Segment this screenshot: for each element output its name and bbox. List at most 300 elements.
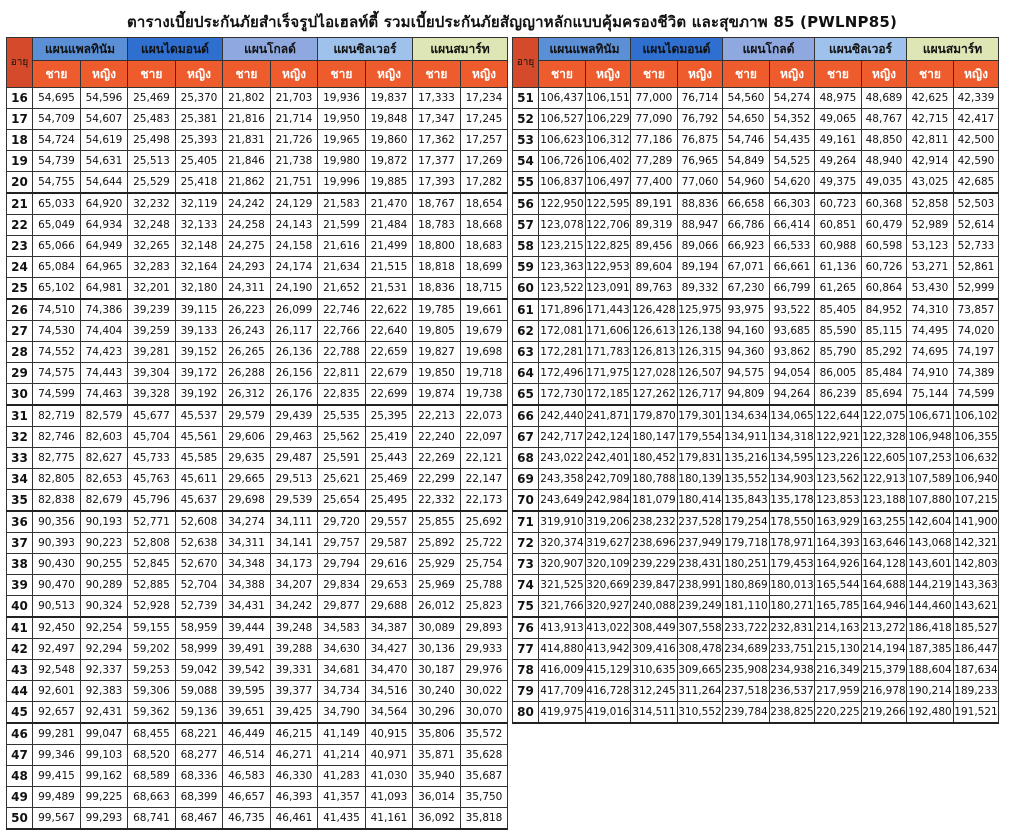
premium-cell: 30,089 (413, 617, 461, 639)
premium-cell: 123,562 (815, 469, 862, 490)
premium-cell: 239,847 (631, 575, 678, 596)
premium-cell: 54,755 (33, 172, 81, 194)
premium-cell: 34,387 (366, 617, 413, 639)
age-cell: 65 (513, 384, 539, 406)
premium-cell: 59,253 (128, 660, 176, 681)
premium-cell: 32,133 (176, 215, 223, 236)
premium-cell: 45,677 (128, 405, 176, 427)
premium-cell: 308,449 (631, 617, 678, 639)
premium-cell: 234,689 (723, 639, 770, 660)
premium-cell: 52,503 (954, 193, 999, 215)
premium-cell: 60,598 (862, 236, 907, 257)
age-cell: 76 (513, 617, 539, 639)
table-row (7, 745, 508, 766)
premium-cell: 26,265 (223, 342, 271, 363)
premium-cell: 164,926 (815, 554, 862, 575)
age-cell: 26 (7, 299, 33, 321)
premium-cell: 25,969 (413, 575, 461, 596)
premium-cell: 25,370 (176, 88, 223, 109)
premium-cell: 29,757 (318, 533, 366, 554)
premium-cell: 233,751 (770, 639, 815, 660)
premium-cell: 215,130 (815, 639, 862, 660)
premium-cell: 19,850 (413, 363, 461, 384)
premium-cell: 214,194 (862, 639, 907, 660)
premium-cell: 21,599 (318, 215, 366, 236)
premium-cell: 94,575 (723, 363, 770, 384)
premium-cell: 93,522 (770, 299, 815, 321)
premium-cell: 106,726 (539, 151, 586, 172)
premium-cell: 319,206 (586, 511, 631, 533)
premium-cell: 32,119 (176, 193, 223, 215)
premium-cell: 90,324 (81, 596, 128, 618)
premium-cell: 123,188 (862, 490, 907, 512)
premium-cell: 59,362 (128, 702, 176, 724)
premium-cell: 106,623 (539, 130, 586, 151)
premium-cell: 54,709 (33, 109, 81, 130)
premium-cell: 68,455 (128, 723, 176, 745)
premium-cell: 144,219 (907, 575, 954, 596)
premium-cell: 42,500 (954, 130, 999, 151)
premium-cell: 24,158 (271, 236, 318, 257)
female-header: หญิง (770, 61, 815, 88)
premium-cell: 419,975 (539, 702, 586, 724)
premium-cell: 180,788 (631, 469, 678, 490)
premium-cell: 125,975 (678, 299, 723, 321)
premium-cell: 126,138 (678, 321, 723, 342)
premium-cell: 171,443 (586, 299, 631, 321)
female-header: หญิง (862, 61, 907, 88)
male-header: ชาย (413, 61, 461, 88)
age-cell: 63 (513, 342, 539, 363)
premium-cell: 35,940 (413, 766, 461, 787)
premium-cell: 21,726 (271, 130, 318, 151)
age-cell: 27 (7, 321, 33, 342)
premium-cell: 76,965 (678, 151, 723, 172)
premium-cell: 46,393 (271, 787, 318, 808)
premium-cell: 238,431 (678, 554, 723, 575)
premium-cell: 52,928 (128, 596, 176, 618)
premium-cell: 89,763 (631, 278, 678, 300)
premium-cell: 29,688 (366, 596, 413, 618)
premium-cell: 32,148 (176, 236, 223, 257)
table-row (513, 384, 999, 406)
premium-cell: 19,805 (413, 321, 461, 342)
premium-cell: 46,330 (271, 766, 318, 787)
premium-cell: 45,796 (128, 490, 176, 512)
table-row (513, 236, 999, 257)
premium-cell: 39,248 (271, 617, 318, 639)
premium-cell: 25,419 (366, 427, 413, 448)
plan-header-platinum: แผนแพลทินัม (539, 38, 631, 61)
premium-cell: 89,456 (631, 236, 678, 257)
age-header: อายุ (7, 38, 33, 88)
premium-cell: 64,920 (81, 193, 128, 215)
premium-cell: 94,160 (723, 321, 770, 342)
premium-cell: 213,272 (862, 617, 907, 639)
table-row (513, 257, 999, 278)
premium-cell: 29,665 (223, 469, 271, 490)
age-cell: 47 (7, 745, 33, 766)
premium-cell: 74,443 (81, 363, 128, 384)
premium-cell: 18,699 (461, 257, 508, 278)
premium-cell: 19,679 (461, 321, 508, 342)
premium-cell: 126,717 (678, 384, 723, 406)
premium-cell: 30,187 (413, 660, 461, 681)
male-header: ชาย (723, 61, 770, 88)
premium-cell: 49,035 (862, 172, 907, 194)
age-cell: 68 (513, 448, 539, 469)
premium-cell: 30,022 (461, 681, 508, 702)
age-cell: 21 (7, 193, 33, 215)
table-row (513, 575, 999, 596)
age-cell: 49 (7, 787, 33, 808)
premium-cell: 416,728 (586, 681, 631, 702)
age-cell: 50 (7, 808, 33, 830)
premium-cell: 68,277 (176, 745, 223, 766)
premium-cell: 25,469 (128, 88, 176, 109)
age-cell: 66 (513, 405, 539, 427)
premium-cell: 85,115 (862, 321, 907, 342)
premium-cell: 74,404 (81, 321, 128, 342)
table-row (7, 278, 508, 300)
premium-cell: 238,825 (770, 702, 815, 724)
premium-cell: 29,653 (366, 575, 413, 596)
table-row (7, 554, 508, 575)
premium-cell: 21,862 (223, 172, 271, 194)
premium-cell: 74,695 (907, 342, 954, 363)
premium-cell: 165,785 (815, 596, 862, 618)
premium-cell: 18,668 (461, 215, 508, 236)
premium-cell: 22,640 (366, 321, 413, 342)
premium-cell: 171,975 (586, 363, 631, 384)
premium-cell: 82,838 (33, 490, 81, 512)
premium-cell: 74,552 (33, 342, 81, 363)
table-row (513, 427, 999, 448)
premium-cell: 32,283 (128, 257, 176, 278)
premium-cell: 39,115 (176, 299, 223, 321)
premium-cell: 164,128 (862, 554, 907, 575)
premium-cell: 21,751 (271, 172, 318, 194)
premium-table-right (512, 37, 999, 724)
premium-cell: 126,813 (631, 342, 678, 363)
age-cell: 70 (513, 490, 539, 512)
premium-cell: 415,129 (586, 660, 631, 681)
premium-cell: 65,033 (33, 193, 81, 215)
age-cell: 72 (513, 533, 539, 554)
premium-cell: 106,229 (586, 109, 631, 130)
premium-cell: 107,215 (954, 490, 999, 512)
premium-cell: 52,885 (128, 575, 176, 596)
age-cell: 34 (7, 469, 33, 490)
premium-cell: 164,688 (862, 575, 907, 596)
premium-cell: 66,414 (770, 215, 815, 236)
premium-cell: 85,405 (815, 299, 862, 321)
premium-cell: 29,463 (271, 427, 318, 448)
premium-cell: 74,599 (954, 384, 999, 406)
premium-cell: 77,060 (678, 172, 723, 194)
premium-cell: 60,368 (862, 193, 907, 215)
premium-cell: 39,595 (223, 681, 271, 702)
age-cell: 41 (7, 617, 33, 639)
table-row (513, 448, 999, 469)
premium-cell: 135,178 (770, 490, 815, 512)
premium-cell: 85,292 (862, 342, 907, 363)
premium-cell: 66,533 (770, 236, 815, 257)
table-row (513, 278, 999, 300)
premium-cell: 85,694 (862, 384, 907, 406)
premium-cell: 122,950 (539, 193, 586, 215)
premium-cell: 126,428 (631, 299, 678, 321)
premium-cell: 171,896 (539, 299, 586, 321)
premium-cell: 41,030 (366, 766, 413, 787)
premium-cell: 172,496 (539, 363, 586, 384)
premium-cell: 25,754 (461, 554, 508, 575)
table-row (7, 469, 508, 490)
premium-cell: 25,535 (318, 405, 366, 427)
premium-cell: 52,808 (128, 533, 176, 554)
premium-cell: 135,843 (723, 490, 770, 512)
premium-cell: 172,185 (586, 384, 631, 406)
age-cell: 58 (513, 236, 539, 257)
premium-cell: 134,634 (723, 405, 770, 427)
premium-cell: 64,981 (81, 278, 128, 300)
premium-cell: 144,460 (907, 596, 954, 618)
premium-cell: 18,654 (461, 193, 508, 215)
premium-cell: 30,296 (413, 702, 461, 724)
age-cell: 46 (7, 723, 33, 745)
table-row (7, 448, 508, 469)
table-row (7, 257, 508, 278)
premium-cell: 122,706 (586, 215, 631, 236)
premium-cell: 41,357 (318, 787, 366, 808)
premium-cell: 26,176 (271, 384, 318, 406)
premium-cell: 234,938 (770, 660, 815, 681)
age-cell: 69 (513, 469, 539, 490)
premium-cell: 42,590 (954, 151, 999, 172)
table-row (7, 533, 508, 554)
premium-cell: 54,960 (723, 172, 770, 194)
premium-cell: 30,240 (413, 681, 461, 702)
table-row (7, 109, 508, 130)
age-cell: 62 (513, 321, 539, 342)
premium-cell: 171,606 (586, 321, 631, 342)
premium-cell: 22,699 (366, 384, 413, 406)
premium-cell: 54,695 (33, 88, 81, 109)
premium-cell: 99,281 (33, 723, 81, 745)
premium-cell: 215,379 (862, 660, 907, 681)
premium-cell: 30,070 (461, 702, 508, 724)
premium-cell: 82,653 (81, 469, 128, 490)
premium-cell: 74,310 (907, 299, 954, 321)
premium-cell: 34,207 (271, 575, 318, 596)
premium-cell: 413,942 (586, 639, 631, 660)
age-cell: 29 (7, 363, 33, 384)
premium-cell: 52,845 (128, 554, 176, 575)
premium-cell: 58,999 (176, 639, 223, 660)
premium-cell: 22,622 (366, 299, 413, 321)
premium-cell: 219,266 (862, 702, 907, 724)
premium-cell: 106,312 (586, 130, 631, 151)
premium-cell: 67,230 (723, 278, 770, 300)
premium-cell: 35,687 (461, 766, 508, 787)
premium-cell: 82,603 (81, 427, 128, 448)
male-header: ชาย (631, 61, 678, 88)
premium-cell: 179,254 (723, 511, 770, 533)
premium-cell: 39,281 (128, 342, 176, 363)
age-cell: 78 (513, 660, 539, 681)
premium-cell: 238,696 (631, 533, 678, 554)
age-cell: 44 (7, 681, 33, 702)
table-row (513, 554, 999, 575)
premium-cell: 18,715 (461, 278, 508, 300)
premium-cell: 29,579 (223, 405, 271, 427)
premium-cell: 25,443 (366, 448, 413, 469)
premium-cell: 48,850 (862, 130, 907, 151)
premium-cell: 25,483 (128, 109, 176, 130)
premium-cell: 24,129 (271, 193, 318, 215)
premium-cell: 54,650 (723, 109, 770, 130)
premium-cell: 48,940 (862, 151, 907, 172)
premium-cell: 22,173 (461, 490, 508, 512)
premium-cell: 74,599 (33, 384, 81, 406)
premium-cell: 68,467 (176, 808, 223, 830)
premium-cell: 29,720 (318, 511, 366, 533)
premium-cell: 17,282 (461, 172, 508, 194)
premium-cell: 107,880 (907, 490, 954, 512)
table-row (513, 660, 999, 681)
premium-cell: 19,965 (318, 130, 366, 151)
premium-cell: 106,948 (907, 427, 954, 448)
premium-cell: 126,315 (678, 342, 723, 363)
premium-cell: 25,495 (366, 490, 413, 512)
premium-cell: 89,194 (678, 257, 723, 278)
premium-cell: 21,703 (271, 88, 318, 109)
premium-cell: 191,521 (954, 702, 999, 724)
premium-cell: 89,604 (631, 257, 678, 278)
premium-cell: 163,929 (815, 511, 862, 533)
premium-cell: 32,180 (176, 278, 223, 300)
premium-cell: 99,293 (81, 808, 128, 830)
table-body-right (513, 88, 999, 724)
premium-cell: 239,249 (678, 596, 723, 618)
premium-cell: 106,402 (586, 151, 631, 172)
premium-cell: 135,216 (723, 448, 770, 469)
premium-cell: 42,811 (907, 130, 954, 151)
premium-cell: 99,225 (81, 787, 128, 808)
premium-cell: 106,527 (539, 109, 586, 130)
premium-cell: 52,861 (954, 257, 999, 278)
table-row (513, 596, 999, 618)
premium-cell: 54,739 (33, 151, 81, 172)
plan-header-diamond: แผนไดมอนด์ (631, 38, 723, 61)
male-header: ชาย (223, 61, 271, 88)
premium-cell: 34,431 (223, 596, 271, 618)
premium-cell: 179,453 (770, 554, 815, 575)
table-row (7, 151, 508, 172)
premium-cell: 52,608 (176, 511, 223, 533)
premium-cell: 89,191 (631, 193, 678, 215)
premium-cell: 32,232 (128, 193, 176, 215)
premium-cell: 49,264 (815, 151, 862, 172)
premium-cell: 34,790 (318, 702, 366, 724)
premium-cell: 242,717 (539, 427, 586, 448)
premium-cell: 90,430 (33, 554, 81, 575)
premium-cell: 90,470 (33, 575, 81, 596)
premium-cell: 243,649 (539, 490, 586, 512)
premium-cell: 34,388 (223, 575, 271, 596)
table-row (513, 469, 999, 490)
premium-cell: 54,619 (81, 130, 128, 151)
premium-cell: 238,991 (678, 575, 723, 596)
premium-cell: 82,746 (33, 427, 81, 448)
table-row (7, 490, 508, 512)
premium-cell: 24,311 (223, 278, 271, 300)
premium-cell: 61,265 (815, 278, 862, 300)
premium-cell: 126,613 (631, 321, 678, 342)
male-header: ชาย (33, 61, 81, 88)
premium-cell: 122,953 (586, 257, 631, 278)
table-row (7, 427, 508, 448)
premium-cell: 25,562 (318, 427, 366, 448)
premium-cell: 41,214 (318, 745, 366, 766)
premium-cell: 232,831 (770, 617, 815, 639)
table-row (7, 702, 508, 724)
premium-cell: 26,012 (413, 596, 461, 618)
premium-cell: 24,174 (271, 257, 318, 278)
premium-cell: 59,155 (128, 617, 176, 639)
premium-cell: 60,864 (862, 278, 907, 300)
premium-cell: 18,836 (413, 278, 461, 300)
premium-cell: 49,161 (815, 130, 862, 151)
premium-cell: 26,288 (223, 363, 271, 384)
premium-cell: 239,784 (723, 702, 770, 724)
premium-cell: 76,714 (678, 88, 723, 109)
premium-cell: 123,091 (586, 278, 631, 300)
premium-cell: 22,835 (318, 384, 366, 406)
premium-cell: 25,621 (318, 469, 366, 490)
premium-cell: 60,851 (815, 215, 862, 236)
premium-cell: 107,589 (907, 469, 954, 490)
premium-cell: 142,321 (954, 533, 999, 554)
premium-cell: 48,767 (862, 109, 907, 130)
premium-cell: 53,123 (907, 236, 954, 257)
premium-cell: 66,799 (770, 278, 815, 300)
premium-cell: 39,133 (176, 321, 223, 342)
premium-cell: 22,679 (366, 363, 413, 384)
premium-cell: 94,809 (723, 384, 770, 406)
premium-cell: 417,709 (539, 681, 586, 702)
plan-header-silver: แผนซิลเวอร์ (318, 38, 413, 61)
premium-cell: 242,440 (539, 405, 586, 427)
premium-cell: 52,858 (907, 193, 954, 215)
premium-cell: 34,630 (318, 639, 366, 660)
premium-cell: 180,271 (770, 596, 815, 618)
table-row (513, 617, 999, 639)
premium-cell: 74,386 (81, 299, 128, 321)
premium-cell: 18,767 (413, 193, 461, 215)
table-row (513, 88, 999, 109)
premium-cell: 143,068 (907, 533, 954, 554)
premium-cell: 25,513 (128, 151, 176, 172)
premium-cell: 307,558 (678, 617, 723, 639)
premium-cell: 39,444 (223, 617, 271, 639)
premium-cell: 90,255 (81, 554, 128, 575)
premium-cell: 312,245 (631, 681, 678, 702)
premium-cell: 99,415 (33, 766, 81, 787)
plan-header-smart: แผนสมาร์ท (413, 38, 508, 61)
premium-cell: 34,470 (366, 660, 413, 681)
premium-cell: 34,311 (223, 533, 271, 554)
